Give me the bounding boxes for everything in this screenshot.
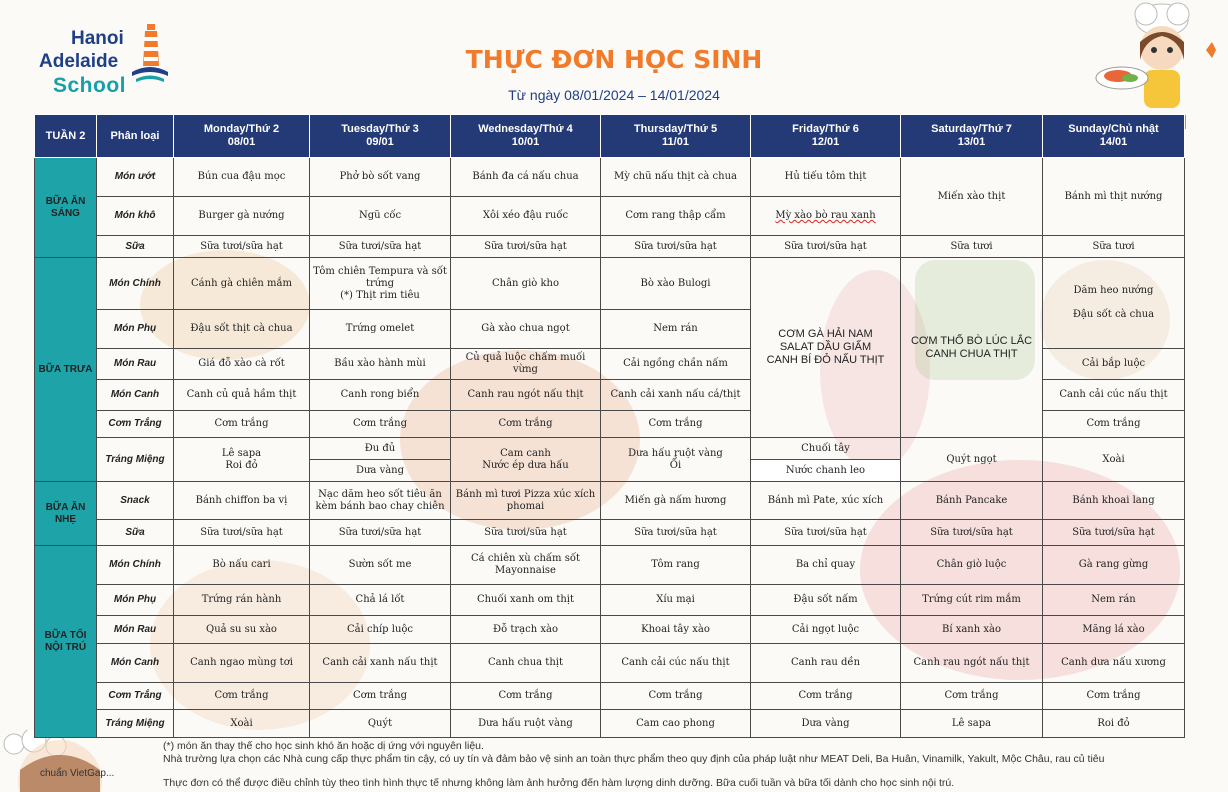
menu-cell: Canh rong biển (310, 380, 451, 411)
category-cell: Cơm Trắng (97, 683, 174, 710)
menu-cell: Sữa tươi/sữa hạt (601, 520, 751, 546)
menu-cell: Canh rau dền (751, 644, 901, 683)
menu-cell: Cam canh Nước ép dưa hấu (451, 438, 601, 482)
menu-cell: Bầu xào hành mùi (310, 349, 451, 380)
chef-illustration-bottom-icon (0, 730, 110, 792)
category-cell: Món Chính (97, 258, 174, 310)
menu-cell: Măng lá xào (1043, 616, 1185, 644)
menu-cell: Củ quả luộc chấm muối vừng (451, 349, 601, 380)
menu-cell: Xôi xéo đậu ruốc (451, 197, 601, 236)
menu-cell: Chân giò kho (451, 258, 601, 310)
menu-cell: Sữa tươi (1043, 236, 1185, 258)
footnote-adjustment: Thực đơn có thể được điều chỉnh tùy theo tình hình thực tế nhưng không làm ảnh hưởng đến hàm lượng dinh dưỡng. Bữa cuối tuần và bữa tối dành cho học sinh nội trú. (163, 777, 955, 789)
menu-cell: Đậu sốt thịt cà chua (174, 310, 310, 349)
table-row (35, 482, 1185, 520)
day-header: Saturday/Thứ 7 13/01 (901, 115, 1043, 158)
menu-cell: Sữa tươi/sữa hạt (310, 236, 451, 258)
menu-cell: Bánh mì tươi Pizza xúc xích phomai (451, 482, 601, 520)
menu-cell: Nem rán (601, 310, 751, 349)
menu-cell: Bò nấu cari (174, 546, 310, 585)
menu-cell: Cơm trắng (451, 683, 601, 710)
logo-line-hanoi: Hanoi (71, 28, 124, 49)
menu-cell: Bí xanh xào (901, 616, 1043, 644)
menu-cell: Cơm trắng (751, 683, 901, 710)
menu-cell: Bánh Pancake (901, 482, 1043, 520)
day-header: Friday/Thứ 6 12/01 (751, 115, 901, 158)
menu-cell: Sữa tươi/sữa hạt (1043, 520, 1185, 546)
week-label: TUẦN 2 (35, 115, 97, 158)
footnote-suppliers: Nhà trường lựa chọn các Nhà cung cấp thực phẩm tin cậy, có uy tín và đảm bảo vệ sinh an toàn thực phẩm theo quy định của pháp luật như MEAT Deli, Ba Huân, Vinamilk, Yakult, Mộc Châu, rau củ tiêu (163, 752, 1105, 765)
category-cell: Món Rau (97, 349, 174, 380)
menu-cell: Đậu sốt nấm (751, 585, 901, 616)
menu-cell: Chả lá lốt (310, 585, 451, 616)
menu-cell: Khoai tây xào (601, 616, 751, 644)
category-cell: Món Canh (97, 644, 174, 683)
menu-cell: Cơm trắng (601, 411, 751, 438)
menu-cell: Canh cải xanh nấu cá/thịt (601, 380, 751, 411)
menu-cell: Xíu mại (601, 585, 751, 616)
menu-cell: Sữa tươi/sữa hạt (174, 520, 310, 546)
table-row (35, 258, 1185, 310)
menu-cell: Bánh đa cá nấu chua (451, 158, 601, 197)
menu-cell: Canh cải cúc nấu thịt (601, 644, 751, 683)
menu-cell: Cải bắp luộc (1043, 349, 1185, 380)
menu-cell: Đỗ trạch xào (451, 616, 601, 644)
menu-cell: Dưa hấu ruột vàng (451, 710, 601, 738)
menu-cell (751, 197, 901, 236)
menu-cell: Cơm rang thập cẩm (601, 197, 751, 236)
table-header-row (35, 115, 1185, 158)
menu-cell-text: Mỳ xào bò rau xanh (775, 210, 876, 221)
menu-cell: Sữa tươi/sữa hạt (451, 520, 601, 546)
vietgap-text: chuẩn VietGap... (40, 768, 115, 779)
menu-cell: Mỳ chũ nấu thịt cà chua (601, 158, 751, 197)
menu-cell: Roi đỏ (1043, 710, 1185, 738)
category-cell: Tráng Miệng (97, 438, 174, 482)
category-cell: Món Phụ (97, 585, 174, 616)
date-range: Từ ngày 08/01/2024 – 14/01/2024 (508, 87, 720, 103)
menu-cell: Tôm chiên Tempura và sốt trứng (*) Thịt rim tiêu (310, 258, 451, 310)
category-cell: Món Rau (97, 616, 174, 644)
menu-cell: Cơm trắng (174, 683, 310, 710)
footnotes (163, 740, 1183, 790)
page-title: THỰC ĐƠN HỌC SINH (465, 45, 763, 74)
menu-cell: Chân giò luộc (901, 546, 1043, 585)
menu-cell: Sữa tươi/sữa hạt (451, 236, 601, 258)
table-row (35, 546, 1185, 585)
table-row (35, 683, 1185, 710)
meal-label-lunch: BỮA TRƯA (35, 258, 97, 482)
menu-cell: Canh củ quả hầm thịt (174, 380, 310, 411)
category-cell: Món Chính (97, 546, 174, 585)
category-cell: Món Phụ (97, 310, 174, 349)
day-header: Monday/Thứ 2 08/01 (174, 115, 310, 158)
menu-cell: Phở bò sốt vang (310, 158, 451, 197)
menu-cell: Đu đủ (310, 438, 451, 460)
menu-cell: Sữa tươi (901, 236, 1043, 258)
menu-cell: Lê sapa Roi đỏ (174, 438, 310, 482)
menu-cell: Cơm trắng (310, 411, 451, 438)
day-header: Tuesday/Thứ 3 09/01 (310, 115, 451, 158)
table-row (35, 438, 1185, 460)
menu-cell: Miến gà nấm hương (601, 482, 751, 520)
chef-illustration-icon (1094, 0, 1224, 115)
menu-cell: Burger gà nướng (174, 197, 310, 236)
menu-cell: Dưa hấu ruột vàng Ổi (601, 438, 751, 482)
category-cell: Cơm Trắng (97, 411, 174, 438)
menu-cell: Bánh chiffon ba vị (174, 482, 310, 520)
table-row (35, 520, 1185, 546)
menu-cell: Canh dưa nấu xương (1043, 644, 1185, 683)
table-row (35, 644, 1185, 683)
category-cell: Món ướt (97, 158, 174, 197)
category-header: Phân loại (97, 115, 174, 158)
menu-cell: Canh rau ngót nấu thịt (451, 380, 601, 411)
menu-cell: Bò xào Bulogi (601, 258, 751, 310)
table-row (35, 158, 1185, 197)
day-header: Wednesday/Thứ 4 10/01 (451, 115, 601, 158)
menu-cell: Dăm heo nướng Đậu sốt cà chua (1043, 258, 1185, 349)
menu-cell: Sữa tươi/sữa hạt (310, 520, 451, 546)
category-cell: Sữa (97, 236, 174, 258)
menu-cell: Sữa tươi/sữa hạt (901, 520, 1043, 546)
day-header: Sunday/Chủ nhật 14/01 (1043, 115, 1185, 158)
menu-cell: Nem rán (1043, 585, 1185, 616)
category-cell: Snack (97, 482, 174, 520)
menu-cell: Canh cải cúc nấu thịt (1043, 380, 1185, 411)
menu-cell: Canh cải xanh nấu thịt (310, 644, 451, 683)
menu-cell: Sữa tươi/sữa hạt (751, 520, 901, 546)
menu-cell: Gà xào chua ngọt (451, 310, 601, 349)
menu-cell: Cam cao phong (601, 710, 751, 738)
menu-cell: Bún cua đậu mọc (174, 158, 310, 197)
logo-line-school: School (53, 74, 127, 97)
category-cell: Sữa (97, 520, 174, 546)
menu-cell: Cánh gà chiên mắm (174, 258, 310, 310)
meal-label-snack: BỮA ĂN NHẸ (35, 482, 97, 546)
menu-cell: Cơm trắng (901, 683, 1043, 710)
menu-cell: Cá chiên xù chấm sốt Mayonnaise (451, 546, 601, 585)
menu-cell: Xoài (174, 710, 310, 738)
menu-cell: Bánh mì thịt nướng (1043, 158, 1185, 236)
logo-line-adelaide: Adelaide (39, 51, 119, 72)
menu-cell: Chuối xanh om thịt (451, 585, 601, 616)
day-header: Thursday/Thứ 5 11/01 (601, 115, 751, 158)
menu-cell: Quả su su xào (174, 616, 310, 644)
menu-cell: Quýt ngọt (901, 438, 1043, 482)
menu-cell: Trứng omelet (310, 310, 451, 349)
menu-cell: Cải ngồng chần nấm (601, 349, 751, 380)
category-cell: Món Canh (97, 380, 174, 411)
table-row (35, 710, 1185, 738)
menu-cell: Canh ngao mùng tơi (174, 644, 310, 683)
menu-cell: Gà rang gừng (1043, 546, 1185, 585)
menu-cell: Cơm trắng (174, 411, 310, 438)
menu-cell: Cơm trắng (601, 683, 751, 710)
menu-cell: Quýt (310, 710, 451, 738)
footnote-substitute: (*) món ăn thay thế cho học sinh khó ăn hoặc dị ứng với nguyên liệu. (163, 740, 484, 752)
meal-label-breakfast: BỮA ĂN SÁNG (35, 158, 97, 258)
menu-cell: Trứng cút rim mắm (901, 585, 1043, 616)
menu-cell: Hủ tiếu tôm thịt (751, 158, 901, 197)
menu-cell: Xoài (1043, 438, 1185, 482)
menu-cell: Sữa tươi/sữa hạt (174, 236, 310, 258)
menu-cell: Cơm trắng (451, 411, 601, 438)
menu-cell: Giá đỗ xào cà rốt (174, 349, 310, 380)
table-row (35, 616, 1185, 644)
menu-cell: Dưa vàng (310, 460, 451, 482)
menu-cell: Bánh mì Pate, xúc xích (751, 482, 901, 520)
menu-cell: Trứng rán hành (174, 585, 310, 616)
menu-cell: Sườn sốt me (310, 546, 451, 585)
weekly-menu-table (34, 114, 1185, 738)
menu-cell: Ngũ cốc (310, 197, 451, 236)
menu-cell: Bánh khoai lang (1043, 482, 1185, 520)
menu-cell: Cơm trắng (310, 683, 451, 710)
menu-cell: Ba chỉ quay (751, 546, 901, 585)
menu-cell: Dưa vàng (751, 710, 901, 738)
menu-cell-combo: CƠM THỐ BÒ LÚC LẮC CANH CHUA THỊT (901, 258, 1043, 438)
menu-cell: Canh rau ngót nấu thịt (901, 644, 1043, 683)
menu-cell: Cơm trắng (1043, 683, 1185, 710)
menu-cell: Lê sapa (901, 710, 1043, 738)
meal-label-dinner: BỮA TỐI NỘI TRÚ (35, 546, 97, 738)
menu-cell: Canh chua thịt (451, 644, 601, 683)
menu-cell: Tôm rang (601, 546, 751, 585)
menu-cell: Sữa tươi/sữa hạt (751, 236, 901, 258)
menu-cell: Miến xào thịt (901, 158, 1043, 236)
table-row (35, 585, 1185, 616)
category-cell: Món khô (97, 197, 174, 236)
menu-cell: Sữa tươi/sữa hạt (601, 236, 751, 258)
menu-cell: Nạc dăm heo sốt tiêu ăn kèm bánh bao chay chiên (310, 482, 451, 520)
menu-cell: Nước chanh leo (751, 460, 901, 482)
menu-cell: Chuối tây (751, 438, 901, 460)
menu-cell: Cải ngọt luộc (751, 616, 901, 644)
table-row (35, 236, 1185, 258)
category-cell: Tráng Miệng (97, 710, 174, 738)
menu-cell: Cơm trắng (1043, 411, 1185, 438)
menu-cell-combo: CƠM GÀ HẢI NAM SALAT DẦU GIẤM CANH BÍ ĐỎ NẤU THỊT (751, 258, 901, 438)
menu-cell: Cải chíp luộc (310, 616, 451, 644)
